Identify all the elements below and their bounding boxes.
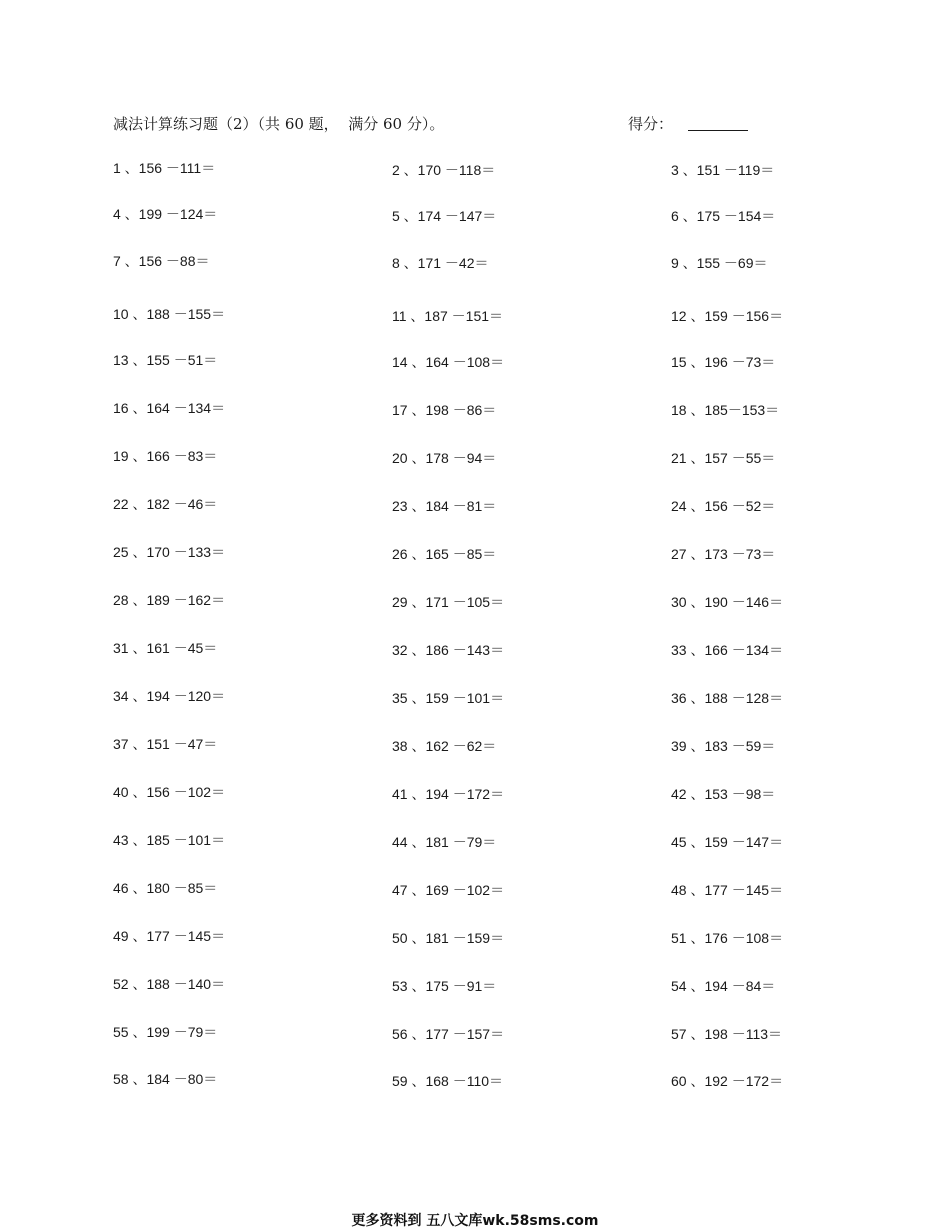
problem-item: 43 、185 －101＝ (113, 832, 226, 848)
problem-item: 19 、166 －83＝ (113, 448, 218, 464)
problem-item: 42 、153 －98＝ (671, 786, 776, 802)
problem-item: 24 、156 －52＝ (671, 498, 776, 514)
problem-item: 44 、181 －79＝ (392, 834, 497, 850)
problem-item: 9 、155 －69＝ (671, 255, 768, 271)
problem-item: 13 、155 －51＝ (113, 352, 218, 368)
problem-item: 41 、194 －172＝ (392, 786, 505, 802)
problem-item: 4 、199 －124＝ (113, 206, 218, 222)
problem-item: 6 、175 －154＝ (671, 208, 776, 224)
worksheet-header (113, 113, 813, 137)
problem-item: 26 、165 －85＝ (392, 546, 497, 562)
problem-item: 36 、188 －128＝ (671, 690, 784, 706)
problem-item: 34 、194 －120＝ (113, 688, 226, 704)
problem-item: 14 、164 －108＝ (392, 354, 505, 370)
problem-item: 51 、176 －108＝ (671, 930, 784, 946)
problem-item: 25 、170 －133＝ (113, 544, 226, 560)
problem-item: 53 、175 －91＝ (392, 978, 497, 994)
problem-item: 55 、199 －79＝ (113, 1024, 218, 1040)
problem-item: 33 、166 －134＝ (671, 642, 784, 658)
score-label: 得分： (628, 115, 674, 133)
problem-item: 47 、169 －102＝ (392, 882, 505, 898)
score-blank-line (688, 130, 748, 131)
footer-watermark: 更多资料到 五八文库wk.58sms.com (351, 1213, 599, 1229)
problem-item: 15 、196 －73＝ (671, 354, 776, 370)
problem-item: 38 、162 －62＝ (392, 738, 497, 754)
problem-item: 27 、173 －73＝ (671, 546, 776, 562)
problem-item: 58 、184 －80＝ (113, 1071, 218, 1087)
problem-item: 17 、198 －86＝ (392, 402, 497, 418)
problem-item: 46 、180 －85＝ (113, 880, 218, 896)
problem-item: 57 、198 －113＝ (671, 1026, 783, 1042)
problem-item: 12 、159 －156＝ (671, 308, 784, 324)
problem-item: 50 、181 －159＝ (392, 930, 505, 946)
problem-item: 16 、164 －134＝ (113, 400, 226, 416)
problem-item: 8 、171 －42＝ (392, 255, 489, 271)
problem-item: 40 、156 －102＝ (113, 784, 226, 800)
problem-item: 37 、151 －47＝ (113, 736, 218, 752)
worksheet-title: 减法计算练习题（2）（共 60 题， 满分 60 分）。 (113, 115, 445, 133)
problem-item: 10 、188 －155＝ (113, 306, 226, 322)
problem-item: 11 、187 －151＝ (392, 308, 504, 324)
problem-item: 31 、161 －45＝ (113, 640, 218, 656)
problem-item: 28 、189 －162＝ (113, 592, 226, 608)
problem-item: 32 、186 －143＝ (392, 642, 505, 658)
problem-item: 59 、168 －110＝ (392, 1073, 504, 1089)
problem-item: 3 、151 －119＝ (671, 162, 775, 178)
problem-item: 20 、178 －94＝ (392, 450, 497, 466)
problem-item: 60 、192 －172＝ (671, 1073, 784, 1089)
problem-item: 30 、190 －146＝ (671, 594, 784, 610)
problem-item: 54 、194 －84＝ (671, 978, 776, 994)
problem-item: 45 、159 －147＝ (671, 834, 784, 850)
problem-item: 48 、177 －145＝ (671, 882, 784, 898)
problem-item: 7 、156 －88＝ (113, 253, 210, 269)
problem-item: 22 、182 －46＝ (113, 496, 218, 512)
problem-item: 49 、177 －145＝ (113, 928, 226, 944)
problem-item: 56 、177 －157＝ (392, 1026, 505, 1042)
problem-item: 1 、156 －111＝ (113, 160, 216, 176)
problem-item: 52 、188 －140＝ (113, 976, 226, 992)
problem-item: 2 、170 －118＝ (392, 162, 496, 178)
problem-item: 21 、157 －55＝ (671, 450, 776, 466)
problem-item: 35 、159 －101＝ (392, 690, 505, 706)
problem-item: 29 、171 －105＝ (392, 594, 505, 610)
problem-item: 18 、185－153＝ (671, 402, 780, 418)
problem-item: 23 、184 －81＝ (392, 498, 497, 514)
problem-item: 5 、174 －147＝ (392, 208, 497, 224)
problem-item: 39 、183 －59＝ (671, 738, 776, 754)
